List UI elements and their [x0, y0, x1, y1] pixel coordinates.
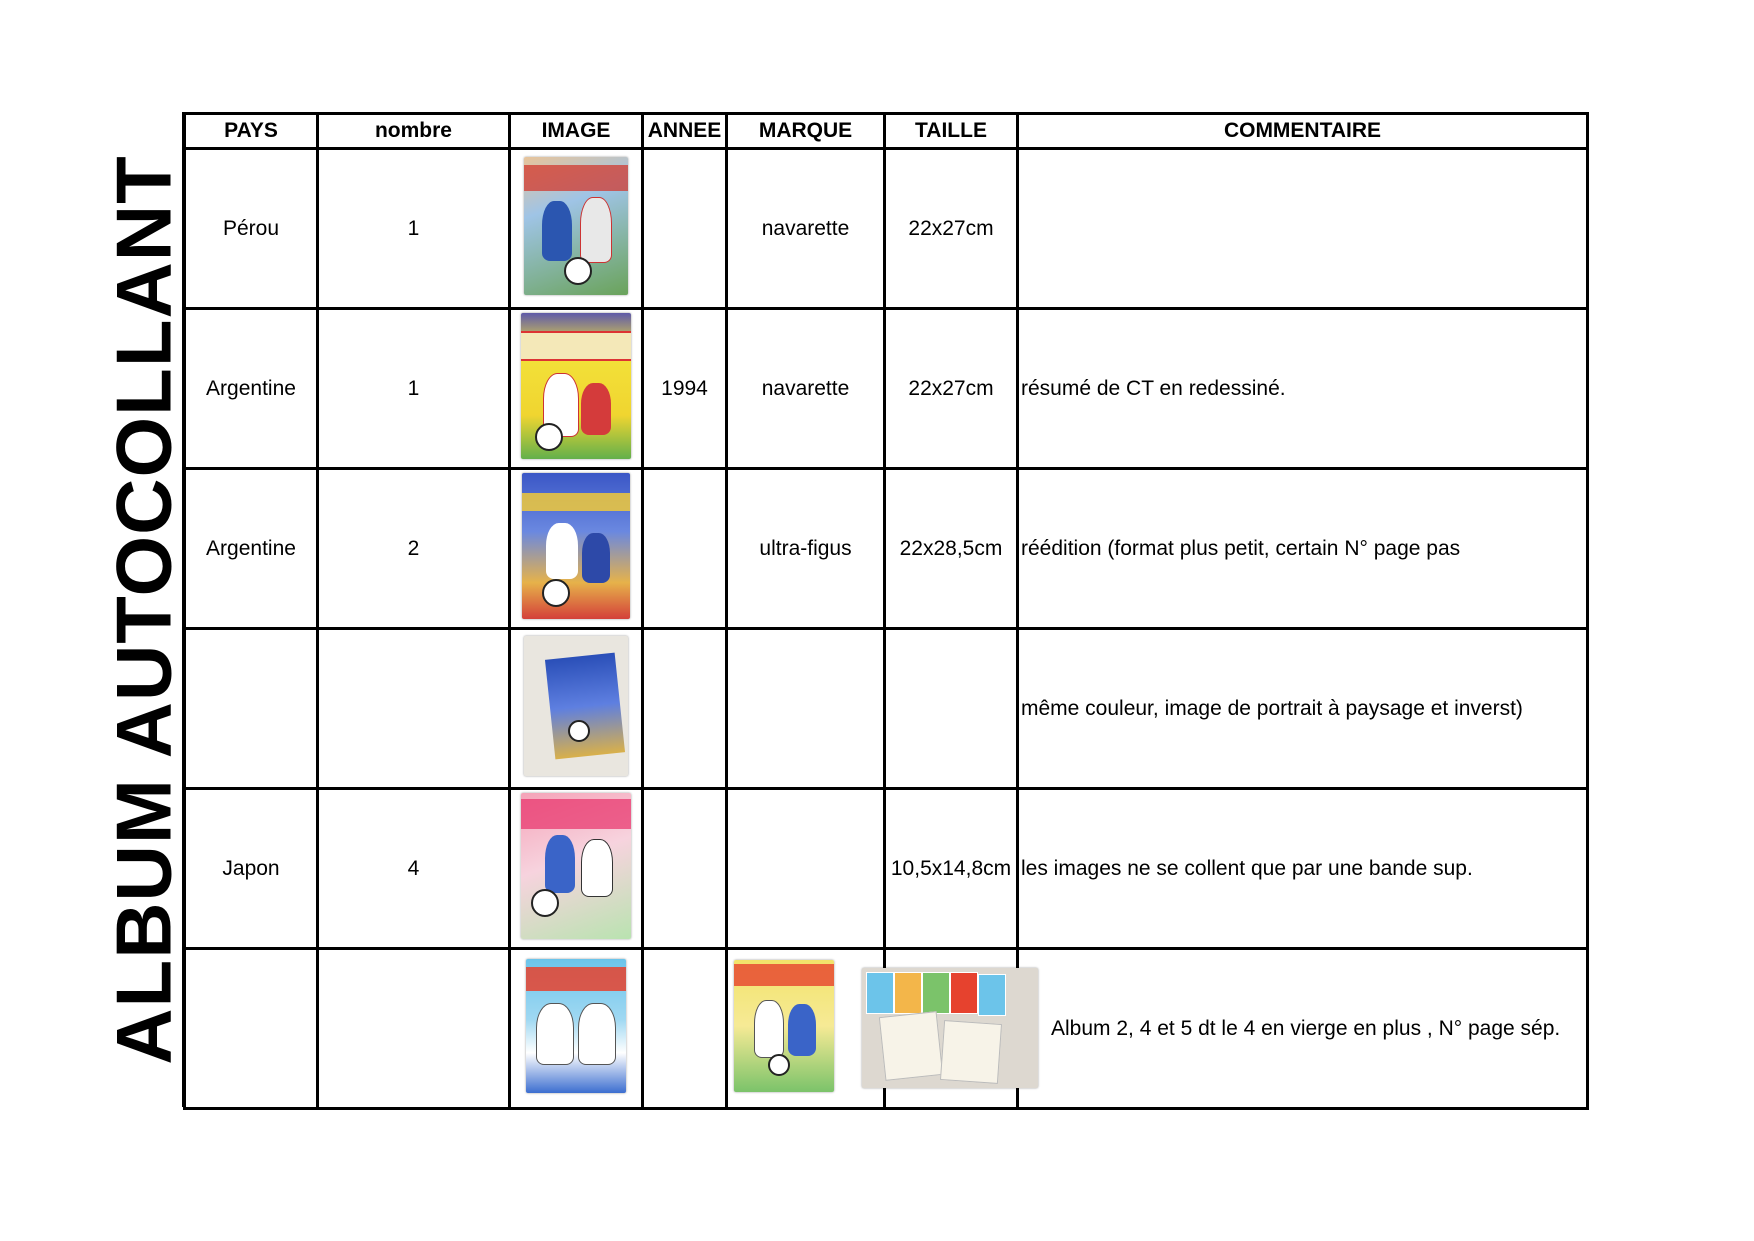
cell-marque: [727, 629, 885, 789]
cell-marque: [727, 949, 885, 1109]
cell-image: [510, 149, 643, 309]
table-row: [185, 469, 1588, 629]
table-row: [185, 629, 1588, 789]
cell-image: [510, 789, 643, 949]
cell-marque: navarette: [727, 149, 885, 309]
cell-annee: [643, 149, 727, 309]
side-title-cell: [99, 112, 187, 1107]
cell-marque: ultra-figus: [727, 469, 885, 629]
cell-pays: Japon: [185, 789, 318, 949]
table-row: [185, 949, 1588, 1109]
cell-pays: Argentine: [185, 309, 318, 469]
cell-commentaire: même couleur, image de portrait à paysage et inverst): [1018, 629, 1588, 789]
album-cover-image: [521, 793, 631, 939]
cell-annee: [643, 789, 727, 949]
cell-commentaire: résumé de CT en redessiné.: [1018, 309, 1588, 469]
cell-image: [510, 309, 643, 469]
cell-commentaire: les images ne se collent que par une bande sup.: [1018, 789, 1588, 949]
cell-marque: [727, 789, 885, 949]
cell-annee: [643, 469, 727, 629]
album-table: [183, 112, 1589, 1110]
cell-commentaire: réédition (format plus petit, certain N° page pas: [1018, 469, 1588, 629]
header-image: IMAGE: [510, 114, 643, 149]
cell-commentaire: [1018, 949, 1588, 1109]
sticker-cards-photo: [862, 968, 1038, 1088]
cell-taille: 22x27cm: [885, 309, 1018, 469]
cell-annee: 1994: [643, 309, 727, 469]
cell-taille: 10,5x14,8cm: [885, 789, 1018, 949]
cell-nombre: 4: [318, 789, 510, 949]
header-commentaire: COMMENTAIRE: [1018, 114, 1588, 149]
cell-pays: Argentine: [185, 469, 318, 629]
cell-nombre: 1: [318, 309, 510, 469]
album-cover-image: [521, 313, 631, 459]
header-marque: MARQUE: [727, 114, 885, 149]
cell-pays: Pérou: [185, 149, 318, 309]
header-nombre: nombre: [318, 114, 510, 149]
cell-taille: 22x27cm: [885, 149, 1018, 309]
cell-taille: [885, 629, 1018, 789]
cell-commentaire: [1018, 149, 1588, 309]
cell-taille: [885, 949, 1018, 1109]
cell-nombre: 2: [318, 469, 510, 629]
table-row: [185, 309, 1588, 469]
cell-taille: 22x28,5cm: [885, 469, 1018, 629]
header-annee: ANNEE: [643, 114, 727, 149]
cell-image: [510, 949, 643, 1109]
cell-pays: [185, 949, 318, 1109]
album-cover-image: [526, 959, 626, 1093]
header-pays: PAYS: [185, 114, 318, 149]
cell-image: [510, 629, 643, 789]
album-photo: [734, 960, 834, 1092]
cell-nombre: 1: [318, 149, 510, 309]
cell-image: [510, 469, 643, 629]
table-row: [185, 789, 1588, 949]
cell-marque: navarette: [727, 309, 885, 469]
cell-nombre: [318, 949, 510, 1109]
side-title: ALBUM AUTOCOLLANT: [99, 154, 187, 1065]
album-cover-image: [524, 636, 628, 776]
cell-pays: [185, 629, 318, 789]
header-taille: TAILLE: [885, 114, 1018, 149]
cell-annee: [643, 949, 727, 1109]
comment-text: Album 2, 4 et 5 dt le 4 en vierge en plus , N° page sép.: [1051, 1016, 1561, 1040]
cell-nombre: [318, 629, 510, 789]
header-row: [185, 114, 1588, 149]
table-row: [185, 149, 1588, 309]
cell-annee: [643, 629, 727, 789]
album-cover-image: [522, 473, 630, 619]
album-cover-image: [524, 157, 628, 295]
